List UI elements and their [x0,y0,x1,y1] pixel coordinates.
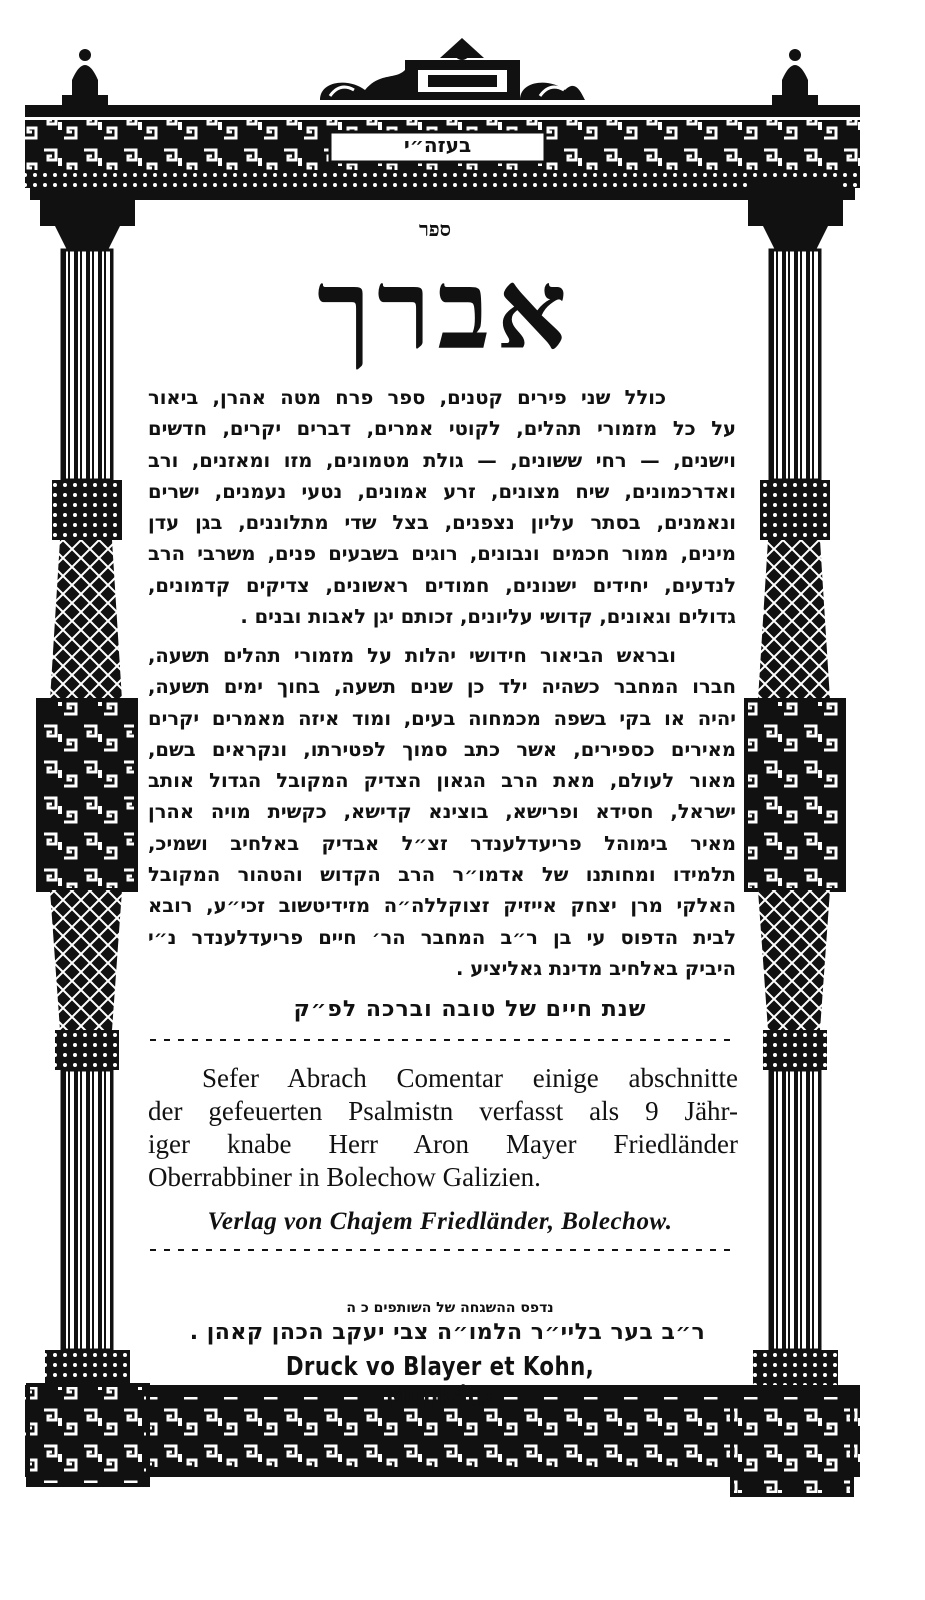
printer-latin: Druck vo Blayer et Kohn, Munkács [285,1352,595,1412]
book-title: אברך [317,245,573,374]
german-description [148,1062,738,1194]
right-finial [772,49,818,107]
description-line: וישנים, — רחי ששונים, — גולת מטמונים, מזו ומאזנים, ורב [148,448,736,472]
description-paragraph-2 [148,640,736,984]
description-line: כולל שני פירים קטנים, ספר פרח מטה אהרן, ביאור [148,386,666,409]
book-label: ספר [418,217,452,241]
description-line: מאור לעולם, מאת הרב הגאון הצדיק המקובל הגדול אותב [148,769,736,793]
year-line: שנת חיים של טובה וברכה לפ״ק [293,997,647,1022]
german-line: iger knabe Herr Aron Mayer Friedländer [148,1129,738,1159]
description-paragraph-1 [148,382,736,632]
left-column [38,200,136,1390]
german-line: Sefer Abrach Comentar einige abschnitte [202,1063,738,1093]
description-line: האלקי מרן יצחק אייזיק זצוקללה״ה מזידיטשוב זכי״ע, רובא [148,894,736,918]
description-line: מאיר בימוהל פריעדלענדר זצ״ל אבדיק באלחיב ושמיכ, [148,831,736,855]
description-line: על כל מזמורי תהלים, לקוטי אמרים, דברים יקרים, חדשים [148,417,736,441]
german-line: Oberrabbiner in Bolechow Galizien. [148,1162,541,1192]
publisher-line: Verlag von Chajem Friedländer, Bolechow. [207,1208,673,1235]
description-line: תלמידו ומחותנו של אדמו״ר הרב הקדוש והטהור המקובל [148,863,736,887]
description-line: לנדעים, יחידים ישנונים, חמודים ראשונים, צדיקים קדמונים, [148,573,736,597]
description-line: יהיה או בקי בשפה מכמחוה בעים, ומוד איזה מאמרים יקרים [148,706,736,730]
left-finial [62,49,108,107]
german-line: der gefeuerten Psalmistn verfasst als 9 Jähr- [148,1096,738,1126]
printer-hebrew: ר״ב בער בליי״ר הלמו״ה צבי יעקב הכהן קאהן . [189,1320,706,1345]
crest-ornament [320,38,585,100]
description-line: גדולים וגאונים, קדושי עליונים, זכותם יגן לאבות ובנים . [240,605,736,629]
description-line: ובראש הביאור חידושי יהלות על מזמורי תהלים תשעה, [148,644,676,667]
cartouche-text: בעזה״י [403,133,472,157]
description-line: היביק באלחיב מדינת גאליציע . [456,956,736,980]
description-line: מינים, ממור חכמים ונבונים, רוגים בשבעים פנים, משרבי הרב [148,542,736,566]
description-line: מאירים כספירים, אשר כתב סמוך לפטירתו, ונקראים בשם, [148,737,736,761]
description-line: חברו המחבר כשהיה ילד כן שנים תשעה, בחוך ימים תשעה, [148,675,736,699]
description-line: ונאמנים, בסתר עליון נצפנים, בצל שדי מתלוננים, בגן עדן [148,511,736,535]
right-column [746,180,844,1390]
description-line: ואדרכמונים, שיח מצונים, זרע אמונים, נטעי נעמנים, ישרים [148,479,736,503]
description-line: לבית הדפוס עי בן ר״ב המחבר הר׳ חיים פריעדלענדר נ״י [148,925,736,949]
description-line: ישראל, חסידא ופרישא, בוצינא קדישא, כקשית מויה אהרן [148,800,736,824]
printer-caption: נדפס ההשגחה של השותפים כ ה [346,1300,554,1316]
